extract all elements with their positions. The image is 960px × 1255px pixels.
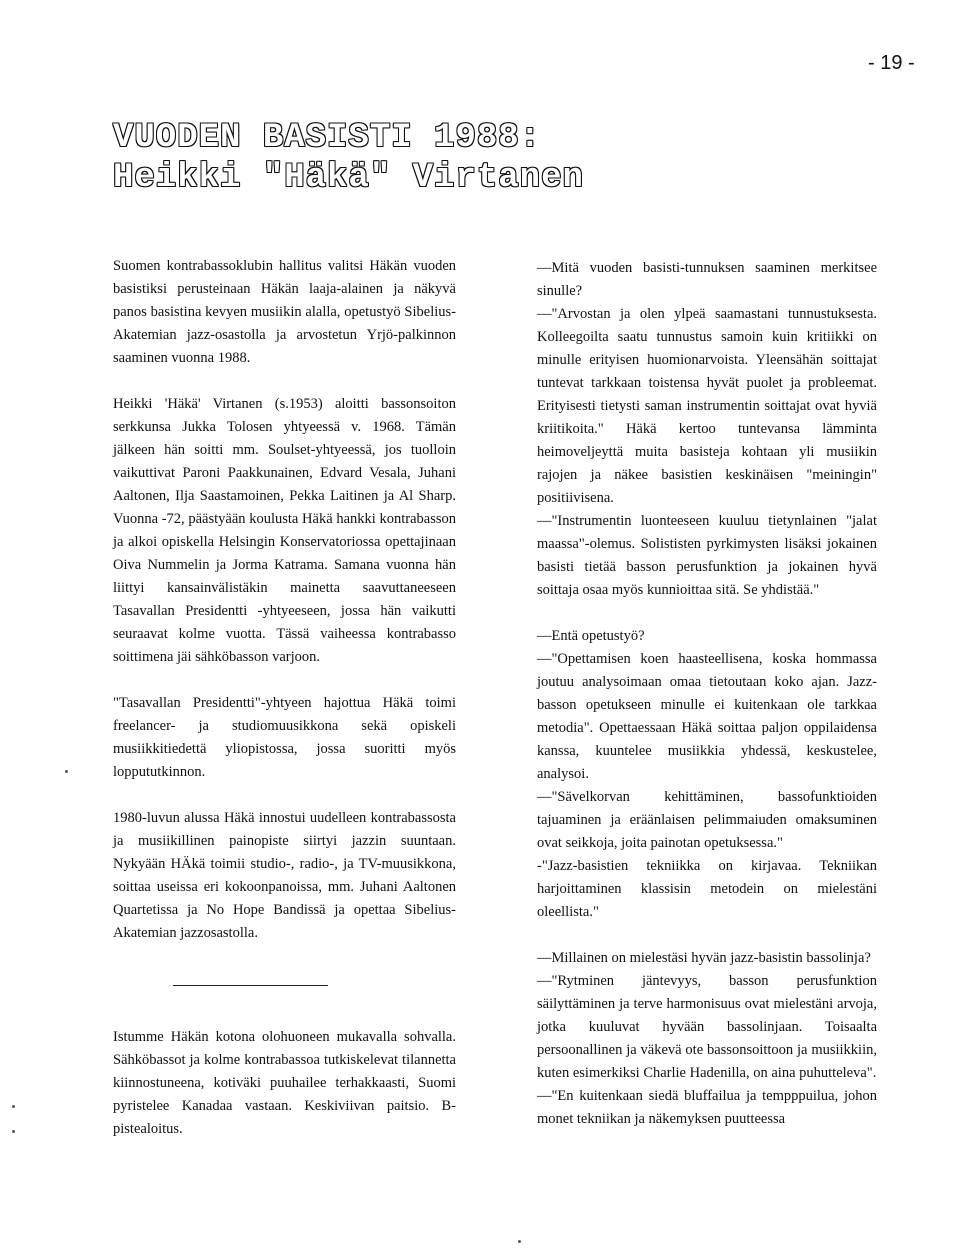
article-title [113,118,873,198]
interview-paragraph: —"Instrumentin luonteeseen kuuluu tietynlainen "jalat maassa"-olemus. Solististen pyrkimysten lisäksi jokainen basisti tietää basson perusfunktion ja jokainen hyvä soittaja osaa myös kunnioittaa sitä. Se yhdistää." [537,513,877,598]
title-line-2: Heikki "Häkä" Virtanen [113,159,584,197]
interview-paragraph: -"Jazz-basistien tekniikka on kirjavaa. Tekniikan harjoittaminen klassisin metodein on mielestäni oleellista." [537,858,877,920]
page-number: - 19 - [868,52,915,74]
interview-paragraph: —"En kuitenkaan siedä bluffailua ja tempppuilua, johon monet tekniikan ja näkemyksen puutteessa [537,1088,877,1127]
photo-caption: Istumme Häkän kotona olohuoneen mukavalla sohvalla. Sähköbassot ja kolme kontrabassoa tutkiskelevat tilannetta kiinnostuneena, kotiväki puuhailee terhakkaasti, Suomi pyristelee Kanadaa vastaan. Keskiviivan paitsio. B-pistealoitus. [113,1029,456,1137]
interview-paragraph: —"Sävelkorvan kehittäminen, bassofunktioiden tajuaminen ja eräänlaisen pelimmaiuden omaksuminen ovat seikkoja, joita painotan opetuksessa." [537,789,877,851]
scan-speck [65,770,68,773]
right-column [537,257,877,1131]
scan-speck [12,1130,15,1133]
scan-speck [12,1105,15,1108]
paragraph: 1980-luvun alussa Häkä innostui uudelleen kontrabassosta ja musiikillinen painopiste siirtyi jazzin suuntaan. Nykyään HÄkä toimii studio-, radio-, ja TV-muusikkona, soittaa useissa eri kokoonpanoissa, mm. Juhani Aaltonen Quartetissa ja No Hope Bandissä ja opettaa Sibelius-Akatemian jazzosastolla. [113,810,456,941]
paragraph: Suomen kontrabassoklubin hallitus valitsi Häkän vuoden basistiksi perusteinaan Häkän laaja-alainen ja näkyvä panos basistina kevyen musiikin alalla, opetustyö Sibelius-Akatemian jazz-osastolla ja arvostetun Yrjö-palkinnon saaminen vuonna 1988. [113,258,456,366]
interview-paragraph: —"Opettamisen koen haasteellisena, koska hommassa joutuu analysoimaan omaa tietoutaan koko ajan. Jazz-basson opetukseen minulle ei kuitenkaan ole tarkkaa metodia". Opettaessaan Häkä soittaa paljon oppilaidensa kanssa, kuuntelee musiikkia yhdessä, keskustelee, analysoi. [537,651,877,782]
interview-question: —Millainen on mielestäsi hyvän jazz-basistin bassolinja? [537,950,871,966]
paragraph: "Tasavallan Presidentti"-yhtyeen hajottua Häkä toimi freelancer- ja studiomuusikkona sekä opiskeli musiikkitiedettä yliopistossa, jossa suoritti myös loppututkinnon. [113,695,456,780]
section-divider [173,985,328,986]
title-line-1: VUODEN BASISTI 1988: [113,119,542,157]
interview-paragraph: —"Rytminen jäntevyys, basson perusfunktion säilyttäminen ja terve harmonisuus ovat mielestäni arvoja, jotka kuuluvat hyvään bassolinjaan. Toisaalta persoonallinen ja väkevä ote bassonsoittoon ja musiikkiin, kuten esimerkiksi Charlie Hadenilla, on aina puhutteleva". [537,973,877,1081]
interview-question: —Entä opetustyö? [537,628,645,644]
interview-paragraph: —Mitä vuoden basisti-tunnuksen saaminen merkitsee sinulle? [537,260,877,299]
interview-paragraph: —"Arvostan ja olen ylpeä saamastani tunnustuksesta. Kolleegoilta saatu tunnustus samoin kuin kritiikki on minulle erityisen huomionarvoista. Yleensähän soittajat tuntevat tarkkaan toistensa hyvät puolet ja probleemat. Erityisesti tietysti saman instrumentin soittajat ovat hyviä kriitikoita." Häkä kertoo tuntevansa lämminta heimoveljeyttä muita basisteja kohtaan yli musiikin rajojen ja näkee basistien keskinäisen "meiningin" positiivisena. [537,306,877,506]
left-column [113,255,456,1141]
scan-speck [518,1240,521,1243]
paragraph: Heikki 'Häkä' Virtanen (s.1953) aloitti bassonsoiton serkkunsa Jukka Tolosen yhtyeessä v. 1968. Tämän jälkeen hän soitti mm. Soulset-yhtyeessä, jos tuolloin vaikuttivat Paroni Paakkunainen, Edvard Vesala, Juhani Aaltonen, Ilja Saastamoinen, Pekka Laitinen ja Al Sharp. Vuonna -72, päästyään koulusta Häkä hankki kontrabasson ja alkoi opiskella Helsingin Konservatoriossa opettajinaan Oiva Nummelin ja Jorma Katrama. Samana vuonna hän liittyi kansainvälistäkin mainetta saavuttaneeseen Tasavallan Presidentti -yhtyeeseen, jossa hän vaikutti seuraavat kolme vuotta. Tässä vaiheessa kontrabasso soittimena jäi sähköbasson varjoon. [113,396,456,665]
